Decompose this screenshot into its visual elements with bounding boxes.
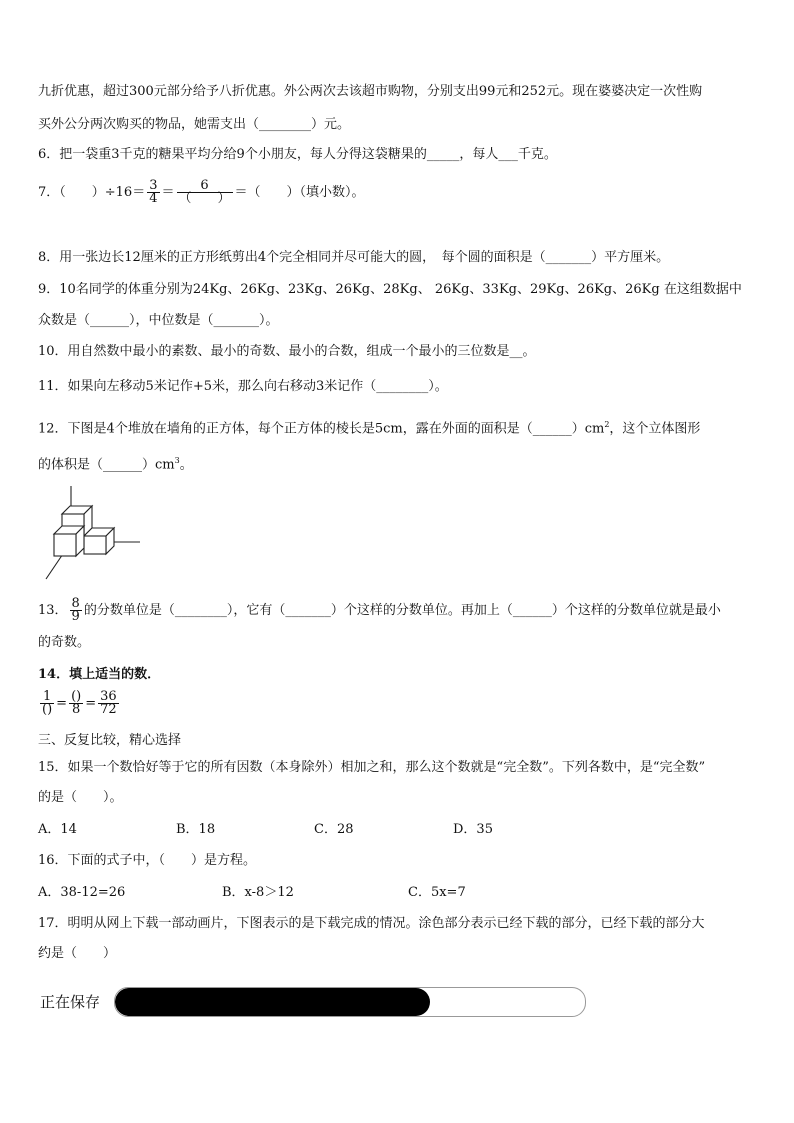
q7-fraction-2: $\frac{6}{( )}$: [178, 178, 231, 206]
q14-fraction-1: $\frac{1}{()}$: [42, 689, 53, 717]
q9-line2: 众数是（______），中位数是（_______）。: [38, 313, 279, 328]
q16-option-c[interactable]: C．5x=7: [408, 885, 466, 900]
q7-prefix: 7．（ ）÷16＝: [38, 185, 146, 200]
q7-suffix: ＝（ ）（填小数）。: [234, 185, 365, 200]
q12-line1: 12．下图是4个堆放在墙角的正方体，每个正方体的棱长是5cm，露在外面的面积是$(\_\_\_\_\_\_)cm^2$，这个立体图形: [38, 420, 701, 437]
q9-line1: 9．10名同学的体重分别为24Kg、26Kg、23Kg、26Kg、28Kg、 26Kg、33Kg、29Kg、26Kg、26Kg 在这组数据中: [38, 282, 742, 297]
q7-fraction-1: $\frac{3}{4}$: [149, 178, 158, 206]
progress-bar: [114, 987, 586, 1017]
q6-text: 6．把一袋重3千克的糖果平均分给9个小朋友，每人分得这袋糖果的_____，每人___千克。: [38, 147, 557, 162]
q15-line1: 15．如果一个数恰好等于它的所有因数（本身除外）相加之和，那么这个数就是“完全数”。下列各数中，是“完全数”: [38, 760, 706, 775]
q8-text: 8．用一张边长12厘米的正方形纸剪出4个完全相同并尽可能大的圆， 每个圆的面积是（_______）平方厘米。: [38, 250, 670, 265]
q5-line1: 九折优惠，超过300元部分给予八折优惠。外公两次去该超市购物，分别支出99元和252元。现在婆婆决定一次性购: [38, 84, 703, 99]
q13-line1: 13． $\frac{8}{9}$ 的分数单位是（________），它有（_______）个这样的分数单位。再加上（______）个这样的分数单位就是最小: [38, 596, 721, 624]
q13-line2: 的奇数。: [38, 635, 91, 650]
q15-option-a[interactable]: A．14: [38, 822, 77, 837]
q7-row: 7．（ ）÷16＝ $\frac{3}{4}$ ＝ $\frac{6}{( )}$ ＝（ ）（填小数）。: [38, 178, 365, 206]
q13-fraction: $\frac{8}{9}$: [71, 596, 80, 624]
q17-line1: 17．明明从网上下载一部动画片，下图表示的是下载完成的情况。涂色部分表示已经下载的部分，已经下载的部分大: [38, 916, 705, 931]
progress-label: 正在保存: [40, 993, 101, 1011]
q14-fractions: $\frac{1}{()}$ = $\frac{()}{8}$ = $\frac{36}{72}$: [42, 689, 117, 717]
q17-line2: 约是（ ）: [38, 946, 117, 961]
section-heading: 三、反复比较，精心选择: [38, 733, 182, 748]
q16-option-b[interactable]: B．x-8＞12: [222, 885, 294, 900]
progress-fill: [115, 988, 430, 1016]
q15-option-b[interactable]: B．18: [176, 822, 216, 837]
q11-text: 11．如果向左移动5米记作+5米，那么向右移动3米记作（________）。: [38, 379, 448, 394]
q15-option-d[interactable]: D．35: [453, 822, 493, 837]
q15-line2: 的是（ ）。: [38, 790, 123, 805]
q14-fraction-3: $\frac{36}{72}$: [100, 689, 117, 717]
q15-option-c[interactable]: C．28: [314, 822, 354, 837]
q10-text: 10．用自然数中最小的素数、最小的奇数、最小的合数，组成一个最小的三位数是__。: [38, 344, 536, 359]
q14-title: 14．填上适当的数．: [38, 667, 161, 682]
q16-option-a[interactable]: A．38-12=26: [38, 885, 126, 900]
q16-stem: 16．下面的式子中，（ ）是方程。: [38, 853, 257, 868]
q12-line2: 的体积是$(\_\_\_\_\_\_)cm^3$。: [38, 456, 193, 473]
stacked-cubes-figure: [40, 484, 150, 584]
q5-line2: 买外公分两次购买的物品，她需支出（________）元。: [38, 117, 351, 132]
q14-fraction-2: $\frac{()}{8}$: [71, 689, 82, 717]
